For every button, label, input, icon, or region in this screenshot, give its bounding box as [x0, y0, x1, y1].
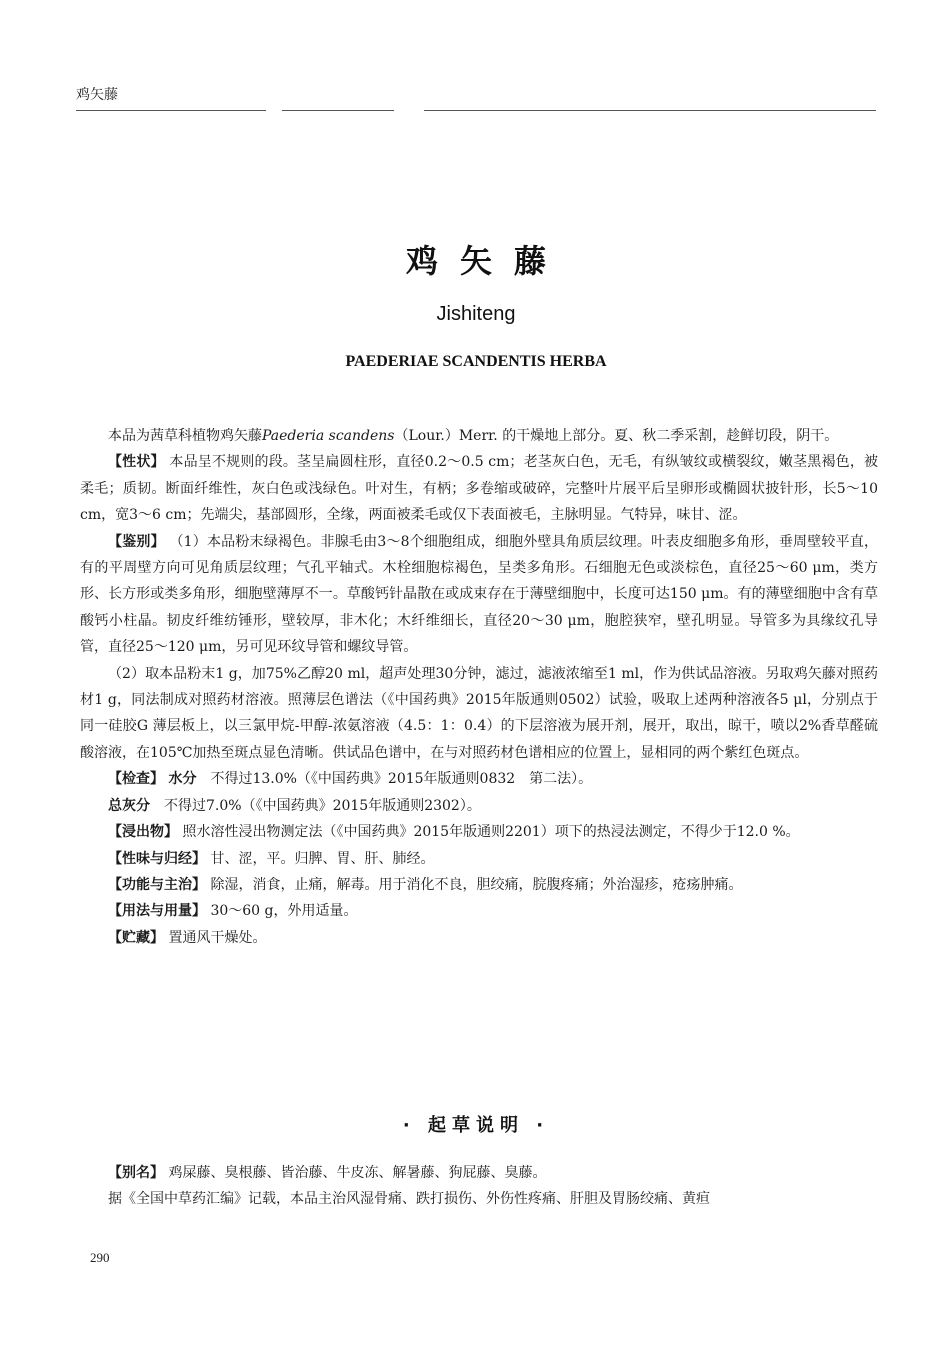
section-xingzhuang [80, 449, 878, 528]
intro-post: （Lour.）Merr. 的干燥地上部分。夏、秋二季采割，趁鲜切段，阴干。 [394, 428, 839, 444]
section-gongneng [80, 872, 878, 898]
drafting-notes-title: · 起草说明 · [402, 1115, 550, 1136]
running-head: 鸡矢藤 [76, 87, 118, 103]
section-text: 本品呈不规则的段。茎呈扁圆柱形，直径0.2～0.5 cm；老茎灰白色，无毛，有纵皱纹或横裂纹，嫩茎黑褐色，被柔毛；质韧。断面纤维性，灰白色或浅绿色。叶对生，有柄；多卷缩或破碎，完整叶片展平后呈卵形或椭圆状披针形，长5～10 cm，宽3～6 cm；先端尖，基部圆形，全缘，两面被柔毛或仅下表面被毛，主脉明显。气特异，味甘、涩。 [80, 454, 879, 524]
section-text: 鸡屎藤、臭根藤、皆治藤、牛皮冻、解暑藤、狗屁藤、臭藤。 [168, 1165, 547, 1181]
section-label: 【性味与归经】 [108, 850, 206, 867]
section-text: 30～60 g，外用适量。 [210, 903, 358, 920]
section-text: 甘、涩，平。归脾、胃、肝、肺经。 [210, 850, 435, 867]
section-label: 【检查】 [108, 771, 164, 788]
section-label: 【浸出物】 [108, 824, 178, 841]
section-text: （2）取本品粉末1 g，加75%乙醇20 ml，超声处理30分钟，滤过，滤液浓缩至1 ml，作为供试品溶液。另取鸡矢藤对照药材1 g，同法制成对照药材溶液。照薄层色谱法（《中国药典》2015年版通则0502）试验，吸取上述两种溶液各5 μl，分别点于同一硅胶G 薄层板上，以三氯甲烷-甲醇-浓氨溶液（4.5：1：0.4）的下层溶液为展开剂，展开，取出，晾干，喷以2%香草醛硫酸溶液，在105℃加热至斑点显色清晰。供试品色谱中，在与对照药材色谱相应的位置上，显相同的两个紫红色斑点。 [80, 665, 878, 761]
title-pinyin: Jishiteng [436, 303, 516, 325]
header-rule-mid [282, 110, 394, 111]
header-rule-right [424, 110, 876, 111]
section-text: 不得过7.0%（《中国药典》2015年版通则2302）。 [164, 797, 481, 814]
section-zhucang [80, 925, 878, 951]
section-jianbie-2 [80, 661, 878, 767]
subsection-label: 水分 [168, 771, 197, 788]
header-rule-left [76, 110, 266, 111]
section-text: 不得过13.0%（《中国药典》2015年版通则0832 第二法）。 [210, 771, 593, 788]
intro-paragraph [80, 423, 878, 449]
section-label: 【别名】 [108, 1165, 164, 1181]
section-label: 【鉴别】 [108, 533, 165, 550]
alias-paragraph [80, 1160, 878, 1186]
species-name: Paederia scandens [262, 428, 395, 444]
section-label: 【性状】 [108, 454, 165, 471]
page-title: 鸡矢藤 [405, 242, 568, 280]
section-label: 【贮藏】 [108, 929, 164, 946]
page-number: 290 [90, 1250, 110, 1265]
section-yongfa [80, 898, 878, 924]
section-text: （1）本品粉末绿褐色。非腺毛由3～8个细胞组成，细胞外壁具角质层纹理。叶表皮细胞多角形，垂周壁较平直，有的平周壁方向可见角质层纹理；气孔平轴式。木栓细胞棕褐色，呈类多角形。石细胞无色或淡棕色，直径25～60 μm，类方形、长方形或类多角形，细胞壁薄厚不一。草酸钙针晶散在或成束存在于薄壁细胞中，长度可达150 μm。有的薄壁细胞中含有草酸钙小柱晶。韧皮纤维纺锤形，壁较厚，非木化；木纤维细长，直径20～30 μm，胞腔狭窄，壁孔明显。导管多为具缘纹孔导管，直径25～120 μm，另可见环纹导管和螺纹导管。 [80, 533, 879, 656]
monograph-body [80, 423, 878, 951]
section-label: 【功能与主治】 [108, 876, 206, 893]
section-jiancha [80, 766, 878, 792]
section-text: 照水溶性浸出物测定法（《中国药典》2015年版通则2201）项下的热浸法测定，不得少于12.0 %。 [182, 824, 800, 841]
intro-pre: 本品为茜草科植物鸡矢藤 [108, 428, 262, 444]
notes-paragraph: 据《全国中草药汇编》记载，本品主治风湿骨痛、跌打损伤、外伤性疼痛、肝胆及胃肠绞痛、黄疸 [108, 1191, 710, 1208]
subsection-label: 总灰分 [108, 797, 150, 814]
section-jiancha-ash [80, 793, 878, 819]
section-label: 【用法与用量】 [108, 903, 206, 920]
section-xingwei [80, 846, 878, 872]
drafting-notes [80, 1160, 878, 1213]
section-jianbie [80, 529, 878, 661]
section-text: 置通风干燥处。 [168, 929, 267, 946]
title-latin: PAEDERIAE SCANDENTIS HERBA [345, 353, 607, 370]
section-text: 除湿，消食，止痛，解毒。用于消化不良，胆绞痛，脘腹疼痛；外治湿疹，疮疡肿痛。 [210, 876, 743, 893]
section-jinchuwu [80, 819, 878, 845]
